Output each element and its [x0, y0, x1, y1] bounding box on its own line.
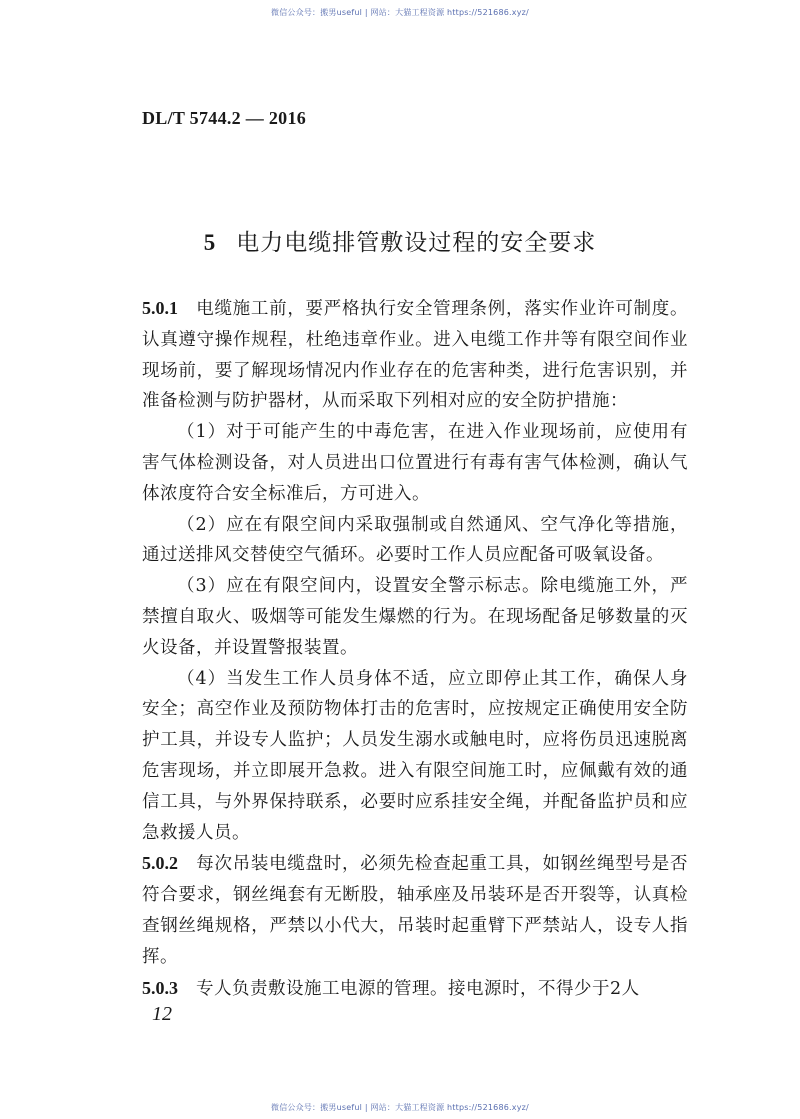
page-number: 12 [152, 1003, 172, 1025]
watermark-top: 微信公众号：搬男useful | 网站：大猫工程资源 https://521686.xyz/ [271, 8, 529, 17]
clause-item-4: （4）当发生工作人员身体不适，应立即停止其工作，确保人身安全；高空作业及预防物体打击的危害时，应按规定正确使用安全防护工具，并设专人监护；人员发生溺水或触电时，应将伤员迅速脱离危害现场，并立即展开急救。进入有限空间施工时，应佩戴有效的通信工具，与外界保持联系，必要时应系挂安全绳，并配备监护员和应急救援人员。 [142, 668, 688, 843]
clause-text: 电缆施工前，要严格执行安全管理条例，落实作业许可制度。认真遵守操作规程，杜绝违章作业。进入电缆工作井等有限空间作业现场前，要了解现场情况内作业存在的危害种类，进行危害识别，并准备检测与防护器材，从而采取下列相对应的安全防护措施： [142, 299, 688, 412]
clause-item-3: （3）应在有限空间内，设置安全警示标志。除电缆施工外，严禁擅自取火、吸烟等可能发生爆燃的行为。在现场配备足够数量的灭火设备，并设置警报装置。 [142, 576, 688, 658]
clause-text: 每次吊装电缆盘时，必须先检查起重工具，如钢丝绳型号是否符合要求，钢丝绳套有无断股，轴承座及吊装环是否开裂等，认真检查钢丝绳规格，严禁以小代大，吊装时起重臂下严禁站人，设专人指挥。 [142, 854, 688, 967]
clause-5-0-2 [142, 848, 688, 972]
clause-number: 5.0.3 [142, 977, 178, 998]
clause-text: 专人负责敷设施工电源的管理。接电源时，不得少于2人 [196, 978, 640, 999]
clause-5-0-1 [142, 293, 688, 417]
clause-item-2: （2）应在有限空间内采取强制或自然通风、空气净化等措施，通过送排风交替使空气循环。必要时工作人员应配备可吸氧设备。 [142, 514, 688, 566]
watermark-bottom: 微信公众号：搬男useful | 网站：大猫工程资源 https://521686.xyz/ [271, 1103, 529, 1112]
clause-number: 5.0.2 [142, 853, 178, 874]
clause-item-1: （1）对于可能产生的中毒危害，在进入作业现场前，应使用有害气体检测设备，对人员进出口位置进行有毒有害气体检测，确认气体浓度符合安全标准后，方可进入。 [142, 422, 688, 504]
clause-number: 5.0.1 [142, 298, 178, 318]
chapter-heading [0, 224, 800, 257]
clause-5-0-3 [142, 973, 688, 1005]
chapter-number: 5 [203, 230, 217, 255]
document-code: DL/T 5744.2 — 2016 [142, 108, 307, 128]
chapter-title: 电力电缆排管敷设过程的安全要求 [236, 230, 597, 256]
body-text [142, 293, 688, 1004]
